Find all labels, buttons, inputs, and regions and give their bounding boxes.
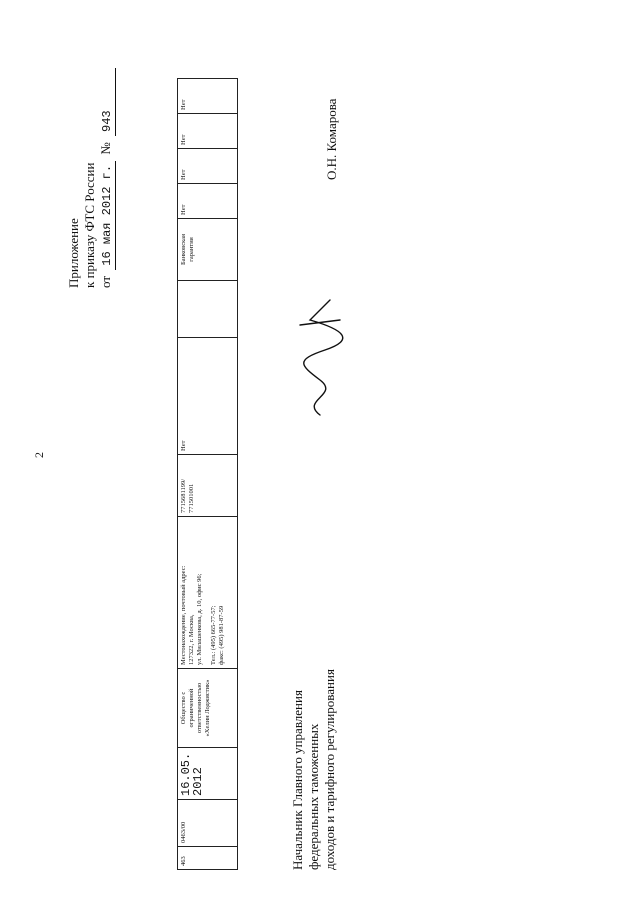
order-number: 943 [99,68,116,136]
page-number: 2 [32,452,46,458]
appendix-date-line [98,65,116,288]
registry-table [177,78,238,870]
signer-title: Начальник Главного управления федеральных таможенных доходов и тарифного регулирования [290,669,337,870]
table-row [178,79,238,870]
inn-kpp: 7715681199/ 771501001 [178,455,238,517]
guarantee-type: Банковская гарантия [178,219,238,281]
other-info: Нет [178,338,238,455]
number-prefix: № [98,142,113,155]
signer-name: О.Н. Комарова [324,98,339,180]
appendix-order-line: к приказу ФТС России [82,162,97,288]
empty-cell [178,281,238,338]
appendix-header [66,65,116,288]
flag-cell: Нет [178,79,238,114]
registry-date: 16.05. 2012 [178,748,238,800]
flag-cell: Нет [178,149,238,184]
row-number: 463 [178,847,238,870]
date-prefix: от [98,275,113,288]
appendix-title: Приложение [66,218,81,288]
organization-address: Местонахождение, почтовый адрес: 127322, г. Москва, ул. Милашенкова, д. 10, офис 96; Тел.: (495) 665-77-57; факс: (495) 981-87-59 [178,517,238,669]
organization-name: Общество с ограниченной ответственностью «Хелин Лоджистик» [178,669,238,748]
order-date: 16 мая 2012 г. [99,161,116,270]
flag-cell: Нет [178,114,238,149]
flag-cell: Нет [178,184,238,219]
registry-code: 0463/00 [178,800,238,847]
handwritten-signature [290,290,350,420]
